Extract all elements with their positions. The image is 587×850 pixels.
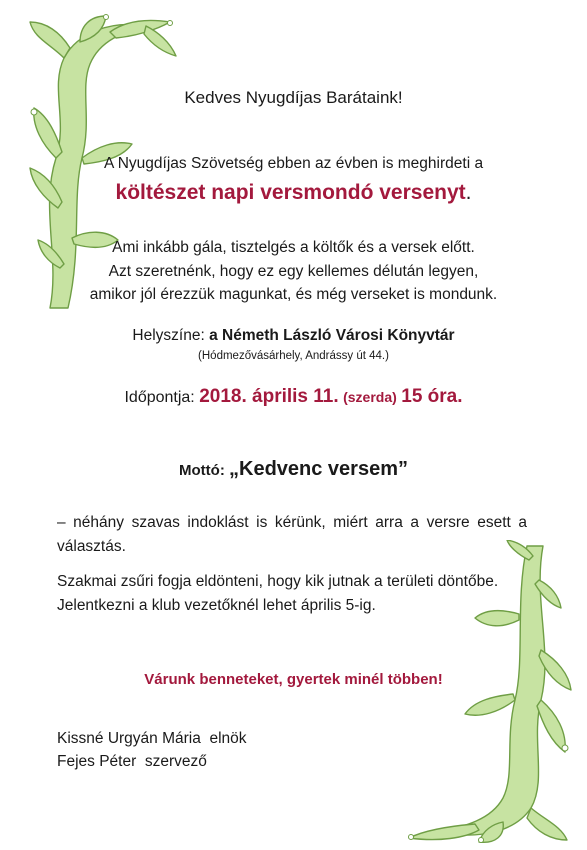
event-name-period: .	[465, 181, 472, 204]
event-name-text: költészet napi versmondó versenyt	[115, 181, 466, 204]
jury-paragraph	[57, 570, 527, 617]
venue-label: Helyszíne:	[132, 327, 210, 344]
signature-block	[57, 727, 247, 773]
date-label: Időpontja:	[124, 389, 200, 406]
motto-explanation: – néhány szavas indoklást is kérünk, miért arra a versre esett a választás.	[57, 514, 527, 555]
closing-invitation: Várunk benneteket, gyertek minél többen!	[144, 671, 443, 688]
motto-label: Mottó:	[179, 462, 229, 479]
greeting-heading: Kedves Nyugdíjas Barátaink!	[184, 88, 403, 107]
intro-text: A Nyugdíjas Szövetség ebben az évben is meghirdeti a	[103, 155, 484, 172]
venue-address: (Hódmezővásárhely, Andrássy út 44.)	[198, 350, 389, 362]
paragraph-line: Ami inkább gála, tisztelgés a költők és a versek előtt.	[112, 239, 475, 256]
intro-paragraph	[0, 236, 587, 307]
paragraph-line: Azt szeretnénk, hogy ez egy kellemes délután legyen,	[108, 262, 479, 280]
event-name	[0, 181, 587, 205]
date-line	[0, 386, 587, 408]
venue-name: a Németh László Városi Könyvtár	[209, 327, 455, 344]
paragraph-line: amikor jól érezzük magunkat, és még verseket is mondunk.	[89, 286, 498, 303]
jury-text: Szakmai zsűri fogja eldönteni, hogy kik jutnak a területi döntőbe.	[57, 573, 499, 590]
venue-line	[0, 327, 587, 345]
registration-text: Jelentkezni a klub vezetőknél lehet április 5-ig.	[57, 596, 376, 614]
event-date: 2018. április 11.	[199, 386, 339, 407]
signature-organizer: Fejes Péter szervező	[57, 753, 207, 770]
event-time: 15 óra.	[401, 386, 463, 407]
signature-president: Kissné Urgyán Mária elnök	[57, 730, 247, 747]
motto-line	[0, 458, 587, 481]
event-weekday: (szerda)	[343, 389, 397, 405]
motto-title: „Kedvenc versem”	[229, 458, 408, 480]
